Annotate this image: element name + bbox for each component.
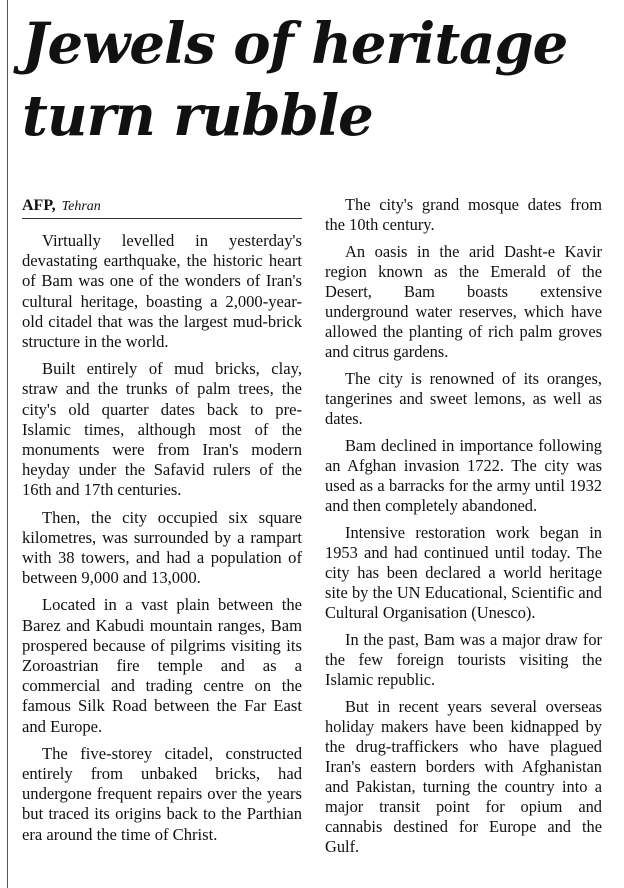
headline (22, 8, 612, 152)
paragraph: The city is renowned of its oranges, tangerines and sweet lemons, as well as dates. (325, 369, 602, 428)
paragraph: Intensive restoration work began in 1953 and had continued until today. The city has been declared a world heritage site by the UN Educational, Scientific and Cultural Organisation (Unesco). (325, 523, 602, 622)
headline-line-2: turn rubble (22, 83, 373, 149)
byline (22, 196, 302, 219)
paragraph: In the past, Bam was a major draw for the few foreign tourists visiting the Islamic republic. (325, 630, 602, 689)
paragraph: The city's grand mosque dates from the 10th century. (325, 195, 602, 234)
paragraph: But in recent years several overseas holiday makers have been kidnapped by the drug-traffickers who have plagued Iran's eastern borders with Afghanistan and Pakistan, turning the country into a major transit point for opium and cannabis destined for Europe and the Gulf. (325, 697, 602, 856)
paragraph: Virtually levelled in yesterday's devastating earthquake, the historic heart of Bam was one of the wonders of Iran's cultural heritage, boasting a 2,000-year-old citadel that was the largest mud-brick structure in the world. (22, 231, 302, 352)
headline-line-1: Jewels of heritage (22, 11, 568, 77)
column-rule (7, 0, 8, 888)
paragraph: Built entirely of mud bricks, clay, straw and the trunks of palm trees, the city's old quarter dates back to pre-Islamic times, although most of the monuments were from Iran's modern heyday under the Safavid rulers of the 16th and 17th centuries. (22, 359, 302, 500)
paragraph: Then, the city occupied six square kilometres, was surrounded by a rampart with 38 towers, and had a population of between 9,000 and 13,000. (22, 507, 302, 588)
paragraph: An oasis in the arid Dasht-e Kavir region known as the Emerald of the Desert, Bam boasts extensive underground water reserves, which have allowed the planting of rich palm groves and citrus gardens. (325, 242, 602, 361)
paragraph: Located in a vast plain between the Barez and Kabudi mountain ranges, Bam prospered because of pilgrims visiting its Zoroastrian fire temple and as a commercial and trading centre on the famous Silk Road between the Far East and Europe. (22, 595, 302, 736)
article-column-right (325, 195, 602, 864)
byline-place: Tehran (61, 199, 101, 214)
byline-agency: AFP, (22, 197, 56, 214)
article-column-left (22, 196, 302, 852)
paragraph: Bam declined in importance following an Afghan invasion 1722. The city was used as a barracks for the army until 1932 and then completely abandoned. (325, 436, 602, 515)
paragraph: The five-storey citadel, constructed entirely from unbaked bricks, had undergone frequent repairs over the years but traced its origins back to the Parthian era around the time of Christ. (22, 743, 302, 844)
